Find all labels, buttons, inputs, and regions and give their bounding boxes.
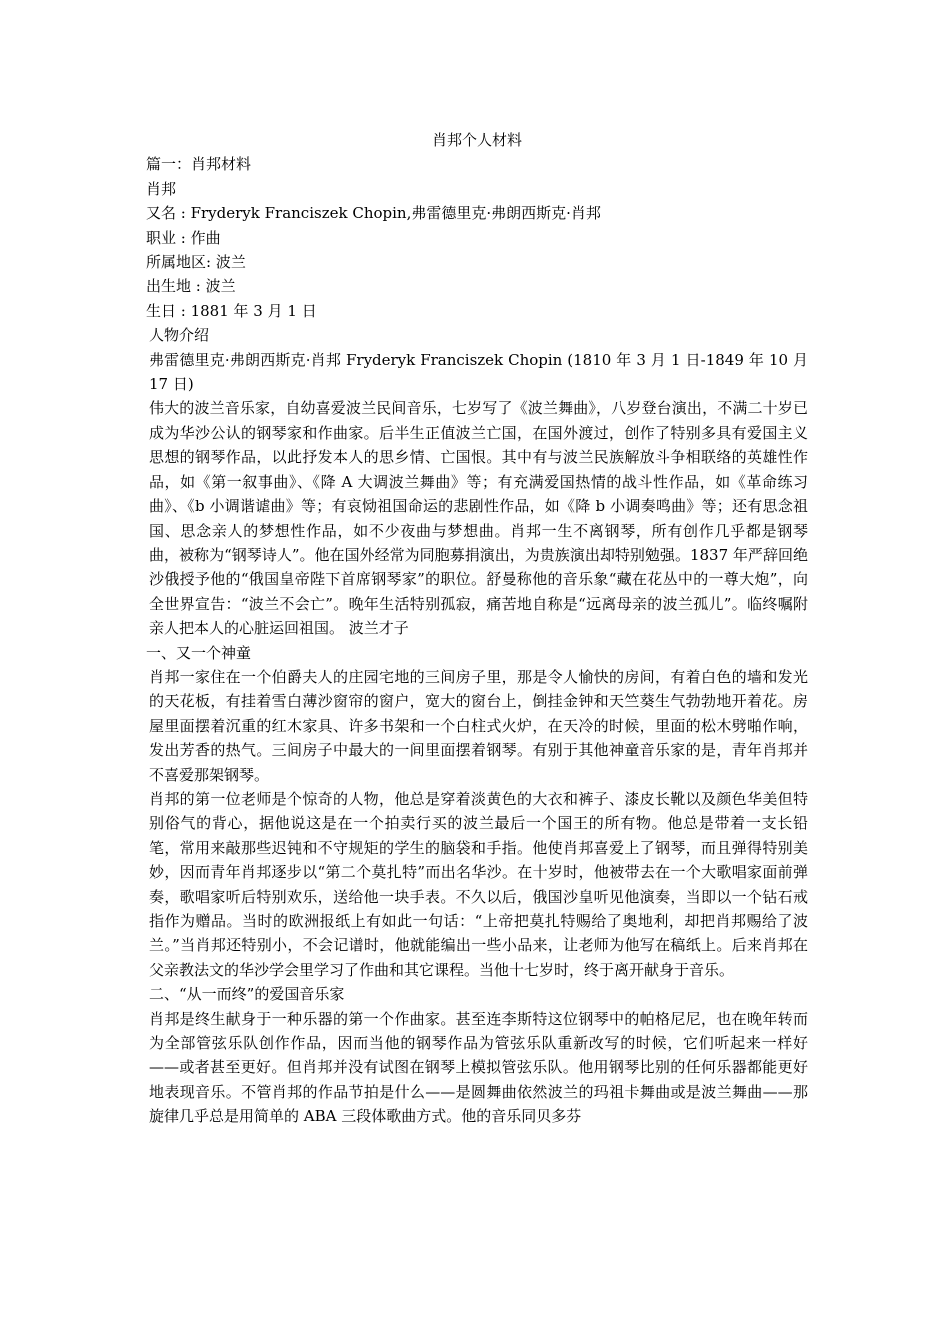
section2-heading: 二、“从一而终”的爱国音乐家 — [149, 985, 345, 1004]
region-field: 所属地区: 波兰 — [146, 253, 246, 272]
intro-body: 伟大的波兰音乐家，自幼喜爱波兰民间音乐，七岁写了《波兰舞曲》，八岁登台演出，不满二十岁已成为华沙公认的钢琴家和作曲家。后半生正值波兰亡国，在国外渡过，创作了特别多具有爱国主义思想的钢琴作品，以此抒发本人的思乡情、亡国恨。其中有与波兰民族解放斗争相联络的英雄性作品，如《第一叙事曲》、《降 A 大调波兰舞曲》等；有充满爱国热情的战斗性作品，如《革命练习曲》、《b 小调谐谑曲》等；有哀恸祖国命运的悲剧性作品，如《降 b 小调奏鸣曲》等；还有思念祖国、思念亲人的梦想性作品，如不少夜曲与梦想曲。肖邦一生不离钢琴，所有创作几乎都是钢琴曲，被称为“钢琴诗人”。他在国外经常为同胞募捐演出，为贵族演出却特别勉强。1837 年严辞回绝沙俄授予他的“俄国皇帝陛下首席钢琴家”的职位。舒曼称他的音乐象“藏在花丛中的一尊大炮”，向全世界宣告：“波兰不会亡”。晚年生活特别孤寂，痛苦地自称是“远离母亲的波兰孤儿”。临终嘱附亲人把本人的心脏运回祖国。 波兰才子 — [149, 399, 808, 638]
birthday-field: 生日 : 1881 年 3 月 1 日 — [146, 301, 317, 320]
section1-paragraph-2: 肖邦的第一位老师是个惊奇的人物，他总是穿着淡黄色的大衣和裤子、漆皮长靴以及颜色华美但特别俗气的背心，据他说这是在一个拍卖行买的波兰最后一个国王的所有物。他总是带着一支长铅笔，常用来敲那些迟钝和不守规矩的学生的脑袋和手指。他使肖邦喜爱上了钢琴，而且弹得特别美妙，因而青年肖邦逐步以“第二个莫扎特”而出名华沙。在十岁时，他被带去在一个大歌唱家面前弹奏，歌唱家听后特别欢乐，送给他一块手表。不久以后，俄国沙皇听见他演奏，当即以一个钻石戒指作为赠品。当时的欧洲报纸上有如此一句话：“上帝把莫扎特赐给了奥地利，却把肖邦赐给了波兰。”当肖邦还特别小，不会记谱时，他就能编出一些小品来，让老师为他写在稿纸上。后来肖邦在父亲教法文的华沙学会里学习了作曲和其它课程。当他十七岁时，终于离开献身于音乐。 — [149, 789, 808, 979]
alias-field: 又名 : Fryderyk Franciszek Chopin,弗雷德里克·弗朗西斯克·肖邦 — [146, 204, 601, 223]
document-page — [146, 128, 808, 1129]
section2-paragraph-1: 肖邦是终生献身于一种乐器的第一个作曲家。甚至连李斯特这位钢琴中的帕格尼尼，也在晚年转而为全部管弦乐队创作作品，因而当他的钢琴作品为管弦乐队重新改写的时候，它们听起来一样好——或者甚至更好。但肖邦并没有试图在钢琴上模拟管弦乐队。他用钢琴比别的任何乐器都能更好地表现音乐。不管肖邦的作品节拍是什么——是圆舞曲依然波兰的玛祖卡舞曲或是波兰舞曲——那旋律几乎总是用简单的 ABA 三段体歌曲方式。他的音乐同贝多芬 — [149, 1009, 808, 1126]
section1-paragraph-1: 肖邦一家住在一个伯爵夫人的庄园宅地的三间房子里，那是令人愉快的房间，有着白色的墙和发光的天花板，有挂着雪白薄沙窗帘的窗户，宽大的窗台上，倒挂金钟和天竺葵生气勃勃地开着花。房屋里面摆着沉重的红木家具、许多书架和一个白柱式火炉，在天冷的时候，里面的松木劈啪作响，发出芳香的热气。三间房子中最大的一间里面摆着钢琴。有别于其他神童音乐家的是，青年肖邦并不喜爱那架钢琴。 — [149, 667, 808, 784]
composer-name: 肖邦 — [146, 179, 177, 198]
occupation-field: 职业 : 作曲 — [146, 228, 221, 247]
intro-name-line: 弗雷德里克·弗朗西斯克·肖邦 Fryderyk Franciszek Chopin (1810 年 3 月 1 日-1849 年 10 月 17 日) — [149, 350, 808, 394]
birthplace-field: 出生地 : 波兰 — [146, 277, 236, 296]
section-heading: 篇一：肖邦材料 — [146, 155, 252, 174]
section1-heading: 一、又一个神童 — [146, 643, 252, 662]
intro-heading: 人物介绍 — [149, 326, 210, 345]
document-title: 肖邦个人材料 — [431, 131, 522, 149]
